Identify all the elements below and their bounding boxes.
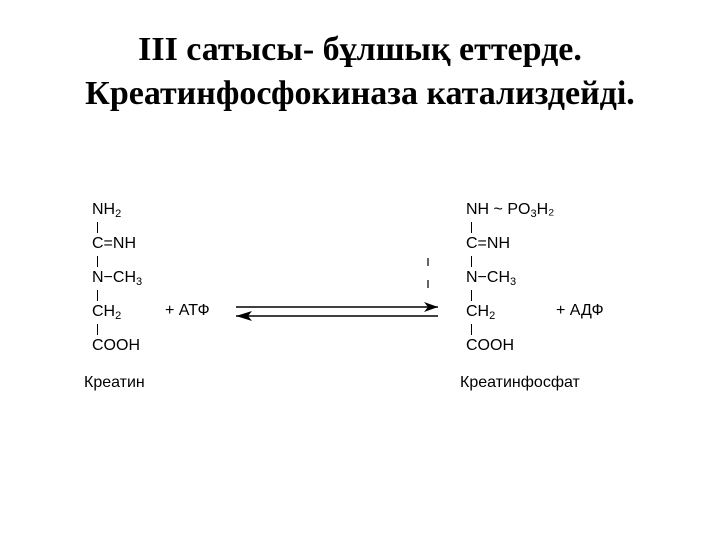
adp-label: + АДФ: [556, 302, 604, 319]
creatine-label: Креатин: [84, 374, 145, 391]
creatine-phosphate-line-3: $N-CH_3$: [466, 269, 517, 288]
creatine-phosphate-line-2: C=NH: [466, 235, 511, 252]
atp-label: + АТФ: [165, 302, 210, 319]
creatine-phosphate-label: Креатинфосфат: [460, 374, 580, 391]
creatine-phosphate-line-4: $CH_2$: [466, 303, 496, 322]
creatine-phosphate-line-1: NH ~ $PO_3H_2$: [466, 201, 555, 220]
creatine-line-2: C=NH: [92, 235, 137, 252]
bond-3: [471, 290, 472, 301]
creatine-line-1: $NH_2$: [92, 201, 122, 220]
creatine-line-4: $CH_2$: [92, 303, 122, 322]
title-line-2: Креатинфосфокиназа катализдейді.: [85, 75, 635, 112]
bond-4: [471, 324, 472, 335]
creatine-line-5: COOH: [92, 337, 140, 354]
bond-2: [471, 256, 472, 267]
creatine-line-3: $N-CH_3$: [92, 269, 143, 288]
bond-1: [471, 222, 472, 233]
creatine-phosphate-line-5: COOH: [466, 337, 514, 354]
creatine-phosphate-formula: [466, 200, 586, 370]
title-line-1: III сатысы- бұлшық еттерде.: [138, 31, 582, 68]
